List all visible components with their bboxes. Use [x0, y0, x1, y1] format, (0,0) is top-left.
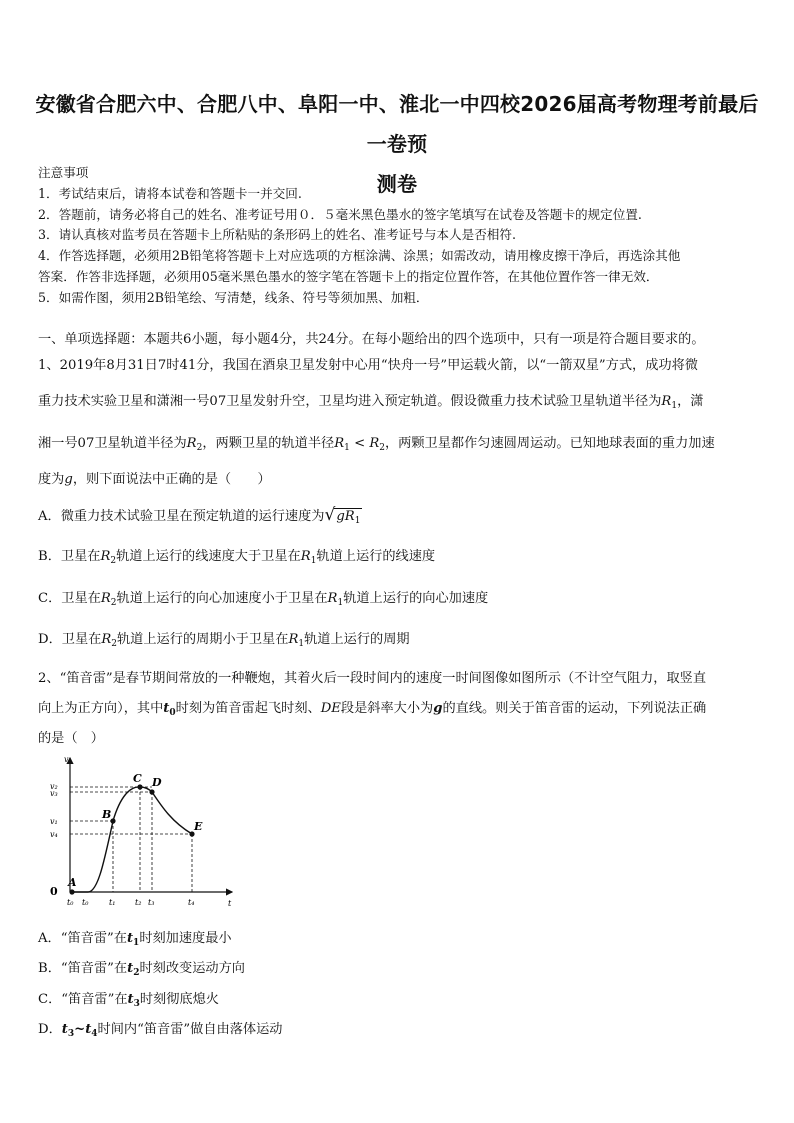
point-a	[69, 889, 74, 894]
y-tick-v4: v₄	[50, 830, 58, 839]
point-c	[137, 784, 142, 789]
y-tick-v3: v₃	[50, 789, 58, 798]
q1-option-b: B．卫星在$R_2$轨道上运行的线速度大于卫星在$R_1$轨道上运行的线速度	[38, 549, 436, 566]
q1-line3-text: 湘一号07卫星轨道半径为	[38, 436, 187, 451]
inequality-r1-r2: $R_1 < R_2$	[334, 436, 385, 453]
exam-title-line2: 测卷	[376, 172, 418, 196]
q1-line3-mid: ，两颗卫星的轨道半径	[202, 436, 335, 451]
note-item-3: 3．请认真核对监考员在答题卡上所粘贴的条形码上的姓名、准考证号与本人是否相符.	[38, 227, 516, 242]
sqrt-icon: √	[324, 505, 336, 525]
section-heading: 一、单项选择题：本题共6小题，每小题4分，共24分。在每小题给出的四个选项中，只有一项是符合题目要求的。	[38, 332, 705, 347]
notes-heading: 注意事项	[38, 165, 89, 180]
sqrt-gr1: $gR_1$	[336, 509, 361, 526]
x-tick-t2: t₂	[135, 898, 142, 907]
x-axis-label: t	[228, 899, 232, 908]
q1-option-c: C．卫星在$R_2$轨道上运行的向心加速度小于卫星在$R_1$轨道上运行的向心加速度	[38, 591, 489, 608]
symbol-r2: $R_2$	[186, 436, 203, 453]
q2-line2: 向上为正方向），其中$t_0$时刻为笛音雷起飞时刻、DE段是斜率大小为g的直线。则关于笛音雷的运动，下列说法正确	[38, 701, 707, 718]
symbol-g: g	[64, 472, 73, 487]
q2-option-d: D．$t_3\sim t_4$时间内“笛音雷”做自由落体运动	[38, 1022, 283, 1039]
q1-line4-text: 度为	[38, 472, 65, 487]
exam-title-line1: 安徽省合肥六中、合肥八中、阜阳一中、淮北一中四校2026届高考物理考前最后一卷预	[35, 92, 759, 156]
q1-line4	[38, 468, 760, 487]
y-tick-v1: v₁	[50, 817, 58, 826]
y-tick-v2: v₂	[50, 782, 58, 791]
q1-line2	[38, 390, 760, 411]
q2-option-a: A．“笛音雷”在$t_1$时刻加速度最小	[38, 931, 232, 948]
x-tick-t4: t₄	[188, 898, 195, 907]
label-point-d: D	[152, 776, 162, 789]
note-item-2: 2．答题前，请务必将自己的姓名、准考证号用０．５毫米黑色墨水的签字笔填写在试卷及答题卡的规定位置.	[38, 207, 642, 222]
q1-line2-tail: ，潇	[677, 394, 704, 409]
label-point-b: B	[102, 808, 112, 821]
velocity-time-graph	[40, 752, 240, 914]
q1-line2-text: 重力技术实验卫星和潇湘一号07卫星发射升空，卫星均进入预定轨道。假设微重力技术试验卫星轨道半径为	[38, 394, 662, 409]
q1-line3	[38, 432, 760, 453]
note-item-1: 1．考试结束后，请将本试卷和答题卡一并交回.	[38, 186, 302, 201]
note-item-4: 4．作答选择题，必须用2B铅笔将答题卡上对应选项的方框涂满、涂黑；如需改动，请用橡皮擦干净后，再选涂其他	[38, 248, 681, 263]
origin-label: 0	[50, 885, 58, 898]
label-point-c: C	[133, 772, 142, 785]
q1-option-a: A．微重力技术试验卫星在预定轨道的运行速度为$√gR_1$	[38, 505, 361, 526]
x-tick-t3: t₃	[148, 898, 155, 907]
label-point-e: E	[194, 820, 203, 833]
q2-line1: 2、“笛音雷”是春节期间常放的一种鞭炮，其着火后一段时间内的速度一时间图像如图所示（不计空气阻力，取竖直	[38, 671, 707, 686]
symbol-r1: $R_1$	[661, 394, 678, 411]
note-item-5: 5．如需作图，须用2B铅笔绘、写清楚，线条、符号等须加黑、加粗．	[38, 290, 429, 305]
x-tick-t1: t₁	[109, 898, 116, 907]
y-axis-label: v	[64, 755, 69, 764]
q2-option-c: C．“笛音雷”在$t_3$时刻彻底熄火	[38, 992, 219, 1009]
velocity-curve	[70, 787, 192, 892]
label-point-a: A	[68, 876, 77, 889]
q2-option-b: B．“笛音雷”在$t_2$时刻改变运动方向	[38, 961, 245, 978]
note-item-4-cont: 答案．作答非选择题，必须用05毫米黑色墨水的签字笔在答题卡上的指定位置作答，在其他位置作答一律无效．	[38, 269, 659, 284]
x-tick-t0a: t₀	[67, 898, 74, 907]
x-tick-t0b: t₀	[82, 898, 89, 907]
q1-line4-tail: ，则下面说法中正确的是（ ）	[72, 472, 271, 487]
q1-line1: 1、2019年8月31日7时41分，我国在酒泉卫星发射中心用“快舟一号”甲运载火箭，以“一箭双星”方式，成功将微	[38, 358, 698, 373]
point-d	[149, 789, 154, 794]
q1-line3-tail: ，两颗卫星都作匀速圆周运动。已知地球表面的重力加速	[384, 436, 715, 451]
q1-option-d: D．卫星在$R_2$轨道上运行的周期小于卫星在$R_1$轨道上运行的周期	[38, 632, 410, 649]
q2-line3: 的是（ ）	[38, 731, 104, 746]
